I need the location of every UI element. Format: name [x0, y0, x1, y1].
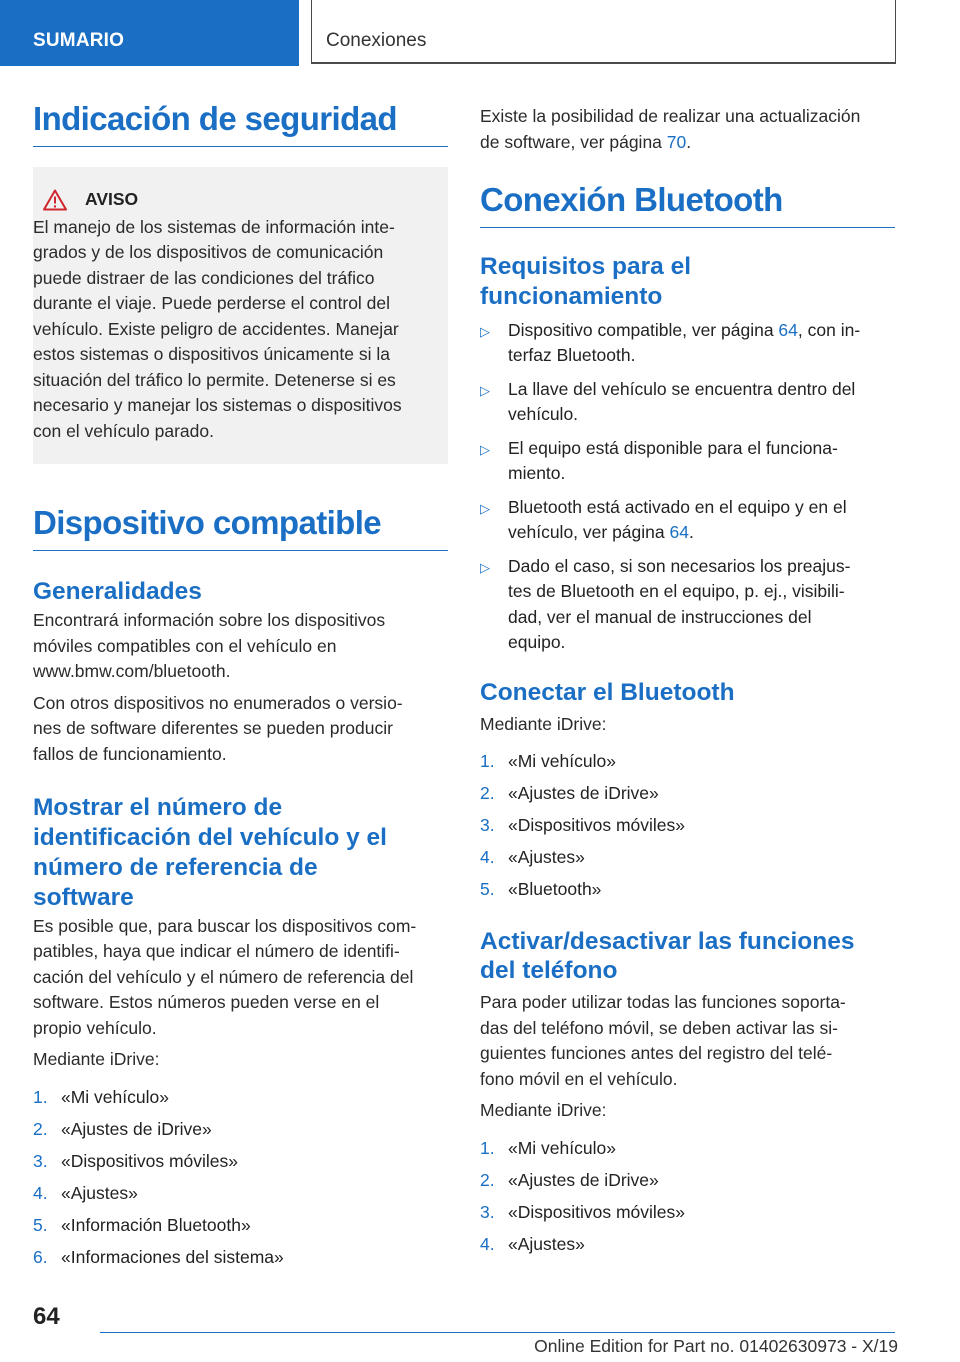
heading-safety: Indicación de seguridad	[33, 100, 448, 147]
vin-steps-list	[33, 1085, 448, 1271]
heading-compatible-device: Dispositivo compatible	[33, 504, 448, 551]
top-navigation	[0, 0, 960, 66]
bullet-triangle-icon: ▷	[480, 323, 490, 339]
phone-paragraph: Para poder utilizar todas las funciones soporta- das del teléfono móvil, se deben activar las si- guientes funciones antes del registro del telé- fono móvil en el vehículo.	[480, 992, 846, 1089]
list-item: 5. «Información Bluetooth»	[33, 1214, 251, 1235]
heading-connect-bluetooth: Conectar el Bluetooth	[480, 678, 735, 706]
heading-bluetooth-connection: Conexión Bluetooth	[480, 181, 895, 228]
list-item: ▷ Dispositivo compatible, ver página 64, con in- terfaz Bluetooth.	[480, 318, 895, 369]
phone-steps-list	[480, 1136, 895, 1258]
list-item: 1. «Mi vehículo»	[480, 1137, 616, 1158]
list-item: 1. «Mi vehículo»	[480, 751, 616, 772]
list-item: ▷ Bluetooth está activado en el equipo y en el vehículo, ver página 64.	[480, 495, 895, 546]
page-number: 64	[33, 1303, 60, 1330]
list-item: 3. «Dispositivos móviles»	[480, 1201, 686, 1222]
connect-steps-list	[480, 749, 895, 903]
summary-tab[interactable]: SUMARIO	[0, 0, 299, 66]
page-link-64[interactable]: 64	[669, 522, 689, 543]
warning-header	[33, 189, 438, 211]
general-paragraph-1: Encontrará información sobre los dispositivos móviles compatibles con el vehículo en www.bmw.com/bluetooth.	[33, 610, 386, 682]
list-item: 1. «Mi vehículo»	[33, 1086, 169, 1107]
list-item: 4. «Ajustes»	[480, 847, 585, 868]
bullet-triangle-icon: ▷	[480, 382, 490, 398]
list-item: 2. «Ajustes de iDrive»	[33, 1118, 212, 1139]
list-item: ▷ Dado el caso, si son necesarios los preajus- tes de Bluetooth en el equipo, p. ej., visibili- dad, ver el manual de instrucciones del equipo.	[480, 554, 895, 656]
warning-box	[33, 167, 448, 465]
list-item: 3. «Dispositivos móviles»	[480, 815, 686, 836]
list-item: 6. «Informaciones del sistema»	[33, 1246, 284, 1267]
list-item: ▷ El equipo está disponible para el funciona- miento.	[480, 436, 895, 487]
bullet-triangle-icon: ▷	[480, 500, 490, 516]
footer-divider	[100, 1332, 895, 1333]
list-item: 3. «Dispositivos móviles»	[33, 1150, 239, 1171]
section-tab[interactable]: Conexiones	[311, 0, 896, 64]
page-link-64[interactable]: 64	[778, 319, 798, 340]
connect-label: Mediante iDrive:	[480, 713, 607, 734]
general-paragraph-2: Con otros dispositivos no enumerados o versio- nes de software diferentes se pueden producir fallos de funcionamiento.	[33, 692, 403, 764]
list-item: 4. «Ajustes»	[33, 1182, 138, 1203]
warning-text: El manejo de los sistemas de información inte- grados y de los dispositivos de comunicación puede distraer de las condiciones del tráfico durante el viaje. Puede perderse el control del vehículo. Existe peligro de accidentes. Manejar estos sistemas o dispositivos únicamente si la situación del tráfico lo permite. Detenerse si es necesario y manejar los sistemas o dispositivos con el vehículo parado.	[33, 216, 402, 441]
left-column	[33, 100, 448, 1277]
warning-triangle-icon	[43, 189, 67, 211]
requirements-list	[480, 318, 895, 656]
heading-general: Generalidades	[33, 578, 202, 606]
bullet-triangle-icon: ▷	[480, 441, 490, 457]
list-item: 2. «Ajustes de iDrive»	[480, 1169, 659, 1190]
right-column	[480, 104, 895, 1264]
bullet-triangle-icon: ▷	[480, 559, 490, 575]
list-item: 2. «Ajustes de iDrive»	[480, 783, 659, 804]
list-item: 5. «Bluetooth»	[480, 879, 602, 900]
list-item: ▷ La llave del vehículo se encuentra dentro del vehículo.	[480, 377, 895, 428]
vin-paragraph: Es posible que, para buscar los dispositivos com- patibles, haya que indicar el número de identifi- cación del vehículo y el número de referencia del software. Estos números pueden verse en el propio vehículo.	[33, 915, 417, 1038]
footer-edition: Online Edition for Part no. 01402630973 - X/19	[534, 1336, 898, 1356]
page-link-70[interactable]: 70	[666, 131, 687, 152]
idrive-label: Mediante iDrive:	[33, 1049, 160, 1070]
heading-requirements: Requisitos para el funcionamiento	[480, 252, 692, 310]
warning-title: AVISO	[85, 189, 139, 210]
list-item: 4. «Ajustes»	[480, 1233, 585, 1254]
heading-vin: Mostrar el número de identificación del vehículo y el número de referencia de software	[33, 794, 387, 911]
heading-phone-functions: Activar/desactivar las funciones del teléfono	[480, 927, 855, 985]
phone-label: Mediante iDrive:	[480, 1100, 607, 1121]
update-paragraph: Existe la posibilidad de realizar una actualización de software, ver página 70.	[480, 106, 861, 152]
